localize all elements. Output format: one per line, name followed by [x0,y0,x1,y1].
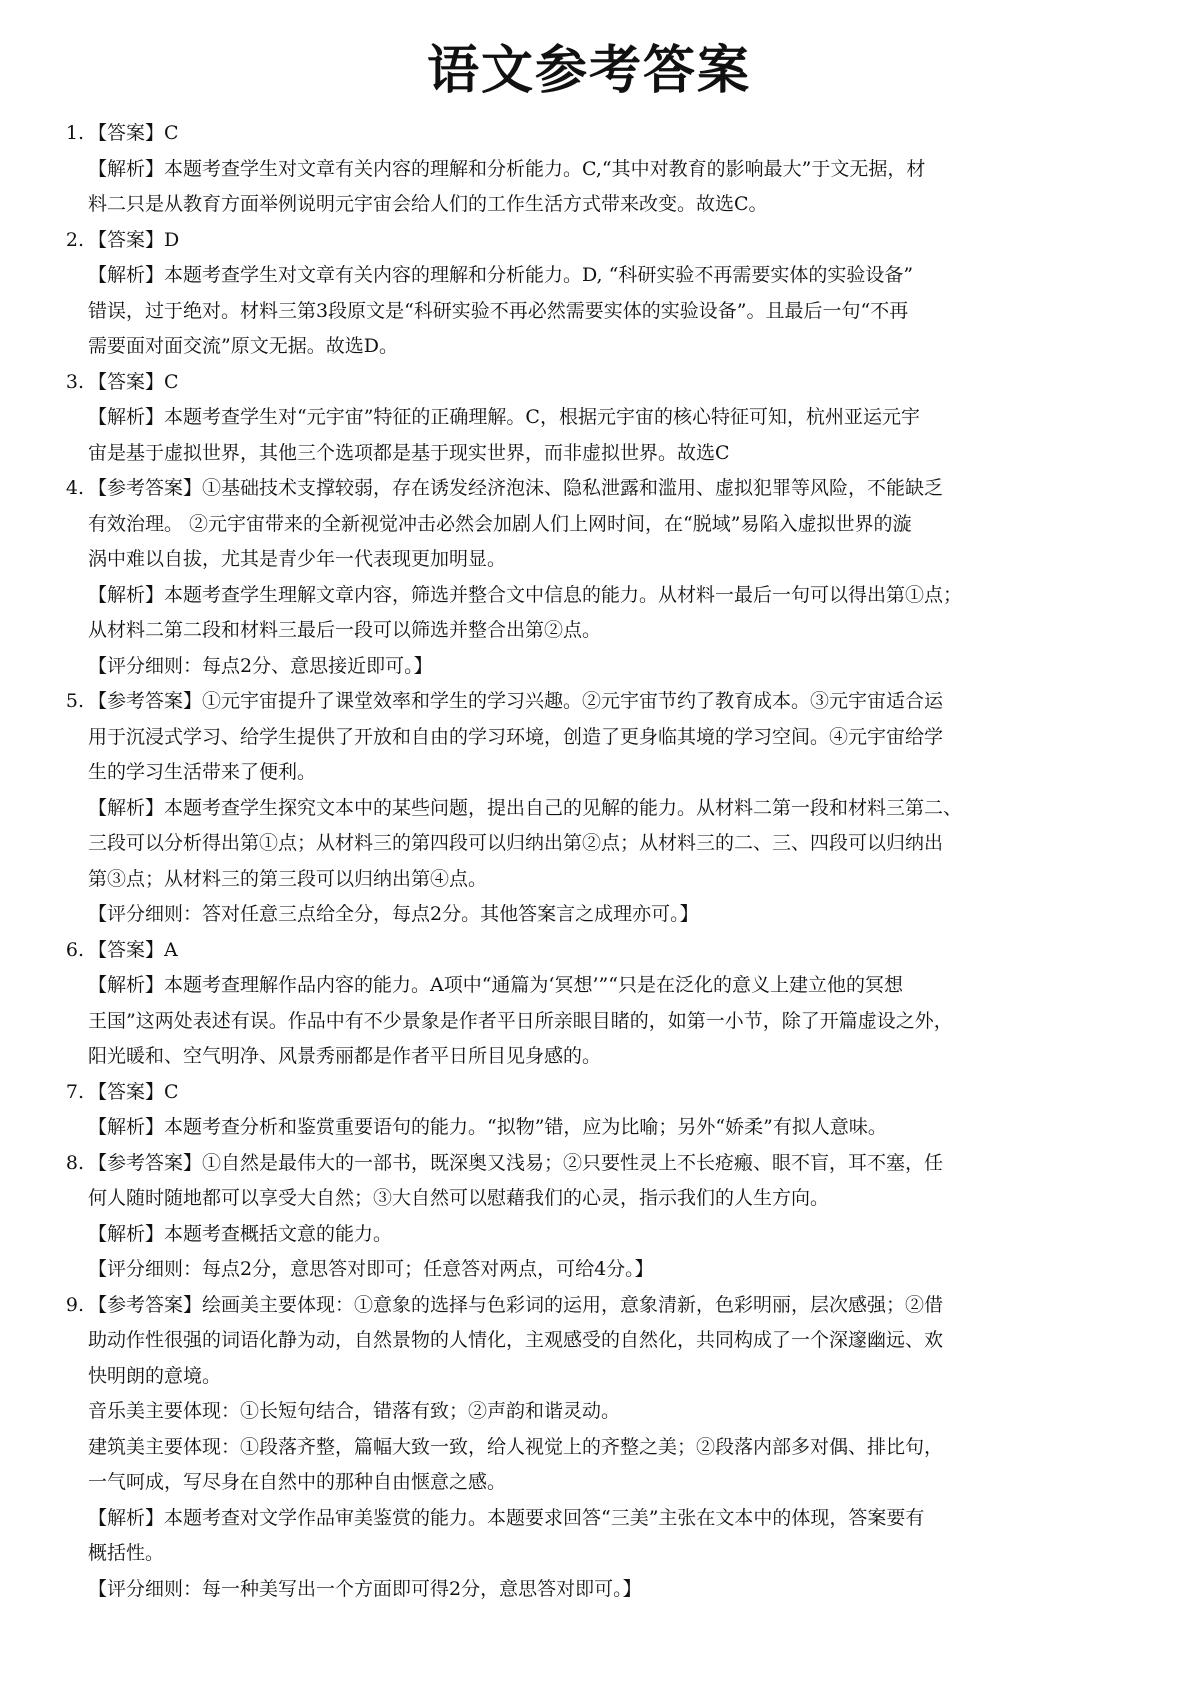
answer-number: 7. [65,1080,84,1103]
answer-line: 【解析】本题考查分析和鉴赏重要语句的能力。“拟物”错，应为比喻；另外“娇柔”有拟人意味。 [88,1116,887,1139]
answer-item [48,1146,1130,1288]
answer-line: 【答案】A [88,938,178,961]
answer-line: 阳光暖和、空气明净、风景秀丽都是作者平日所目见身感的。 [88,1045,602,1068]
answer-line: 【解析】本题考查学生探究文本中的某些问题，提出自己的见解的能力。从材料二第一段和材料三第二、 [88,796,963,819]
answer-body [88,1075,1130,1146]
answer-body [88,1288,1130,1608]
answer-body [88,365,1130,472]
answer-item [48,471,1130,684]
answer-line: 【评分细则：每一种美写出一个方面即可得2分，意思答对即可。】 [88,1577,642,1600]
answer-number: 1. [65,122,84,145]
answer-line: 快明朗的意境。 [88,1364,222,1387]
answer-line: 从材料二第二段和材料三最后一段可以筛选并整合出第②点。 [88,619,602,642]
answer-number: 5. [65,690,84,713]
answer-line: 【参考答案】①自然是最伟大的一部书，既深奥又浅易；②只要性灵上不长疮瘢、眼不盲，耳不塞，任 [88,1151,944,1174]
answer-item [48,365,1130,472]
answer-body [88,1146,1130,1288]
answer-line: 【评分细则：每点2分，意思答对即可；任意答对两点，可给4分。】 [88,1258,654,1281]
answer-line: 何人随时随地都可以享受大自然；③大自然可以慰藉我们的心灵，指示我们的人生方向。 [88,1187,830,1210]
answer-number: 2. [65,228,84,251]
answer-line: 【答案】D [88,228,180,251]
answer-line: 涡中难以自拔，尤其是青少年一代表现更加明显。 [88,548,507,571]
answer-line: 【参考答案】①元宇宙提升了课堂效率和学生的学习兴趣。②元宇宙节约了教育成本。③元宇宙适合运 [88,690,944,713]
answer-item [48,933,1130,1075]
answer-line: 错误，过于绝对。材料三第3段原文是“科研实验不再必然需要实体的实验设备”。且最后一句“不再 [88,299,909,322]
answer-item [48,1075,1130,1146]
answer-line: 料二只是从教育方面举例说明元宇宙会给人们的工作生活方式带来改变。故选C。 [88,193,768,216]
page-title: 语文参考答案 [426,41,751,101]
answer-item [48,223,1130,365]
answer-line: 第③点；从材料三的第三段可以归纳出第④点。 [88,867,488,890]
answer-line: 【解析】本题考查学生对文章有关内容的理解和分析能力。D, “科研实验不再需要实体的实验设备” [88,264,914,287]
answer-line: 【解析】本题考查对文学作品审美鉴赏的能力。本题要求回答“三美”主张在文本中的体现，答案要有 [88,1506,925,1529]
answer-line: 助动作性很强的词语化静为动，自然景物的人情化，主观感受的自然化，共同构成了一个深邃幽远、欢 [88,1329,944,1352]
answer-number: 8. [65,1151,84,1174]
answer-line: 【答案】C [88,1080,179,1103]
answer-line: 【解析】本题考查学生对文章有关内容的理解和分析能力。C,“其中对教育的影响最大”于文无据，材 [88,157,926,180]
answer-line: 【答案】C [88,370,179,393]
answer-line: 【参考答案】①基础技术支撑较弱，存在诱发经济泡沫、隐私泄露和滥用、虚拟犯罪等风险，不能缺乏 [88,477,944,500]
answer-line: 音乐美主要体现：①长短句结合，错落有致；②声韵和谐灵动。 [88,1400,621,1423]
answer-line: 一气呵成，写尽身在自然中的那种自由惬意之感。 [88,1471,507,1494]
answer-line: 王国”这两处表述有误。作品中有不少景象是作者平日所亲眼目睹的，如第一小节，除了开篇虚设之外， [88,1009,953,1032]
answer-line: 用于沉浸式学习、给学生提供了开放和自由的学习环境，创造了更身临其境的学习空间。④元宇宙给学 [88,725,944,748]
answer-item [48,116,1130,223]
answer-line: 需要面对面交流”原文无据。故选D。 [88,335,398,358]
answer-number: 3. [65,370,84,393]
answer-line: 【参考答案】绘画美主要体现：①意象的选择与色彩词的运用，意象清新，色彩明丽，层次感强；②借 [88,1293,944,1316]
answer-line: 概括性。 [88,1542,165,1565]
answer-line: 有效治理。 ②元宇宙带来的全新视觉冲击必然会加剧人们上网时间，在“脱域”易陷入虚拟世界的漩 [88,512,912,535]
answer-line: 【解析】本题考查理解作品内容的能力。A项中“通篇为‘冥想’”“只是在泛化的意义上建立他的冥想 [88,974,903,997]
answer-item [48,1288,1130,1608]
answer-line: 生的学习生活带来了便利。 [88,761,317,784]
answer-line: 【解析】本题考查学生理解文章内容，筛选并整合文中信息的能力。从材料一最后一句可以得出第①点； [88,583,963,606]
answer-line: 【评分细则：答对任意三点给全分，每点2分。其他答案言之成理亦可。】 [88,903,699,926]
answer-body [88,933,1130,1075]
answer-number: 4. [65,477,84,500]
answer-number: 6. [65,938,84,961]
answer-line: 三段可以分析得出第①点；从材料三的第四段可以归纳出第②点；从材料三的二、三、四段可以归纳出 [88,832,944,855]
answer-body [88,684,1130,933]
answer-line: 【答案】C [88,122,179,145]
answer-line: 【解析】本题考查学生对“元宇宙”特征的正确理解。C，根据元宇宙的核心特征可知，杭州亚运元宇 [88,406,920,429]
answer-body [88,116,1130,223]
answer-body [88,223,1130,365]
answer-line: 【评分细则：每点2分、意思接近即可。】 [88,654,433,677]
answer-list [48,116,1130,1607]
answer-line: 建筑美主要体现：①段落齐整，篇幅大致一致，给人视觉上的齐整之美；②段落内部多对偶、排比句， [88,1435,944,1458]
answer-line: 宙是基于虚拟世界，其他三个选项都是基于现实世界，而非虚拟世界。故选C [88,441,730,464]
answer-body [88,471,1130,684]
answer-line: 【解析】本题考查概括文意的能力。 [88,1222,393,1245]
answer-item [48,684,1130,933]
answer-number: 9. [65,1293,84,1316]
